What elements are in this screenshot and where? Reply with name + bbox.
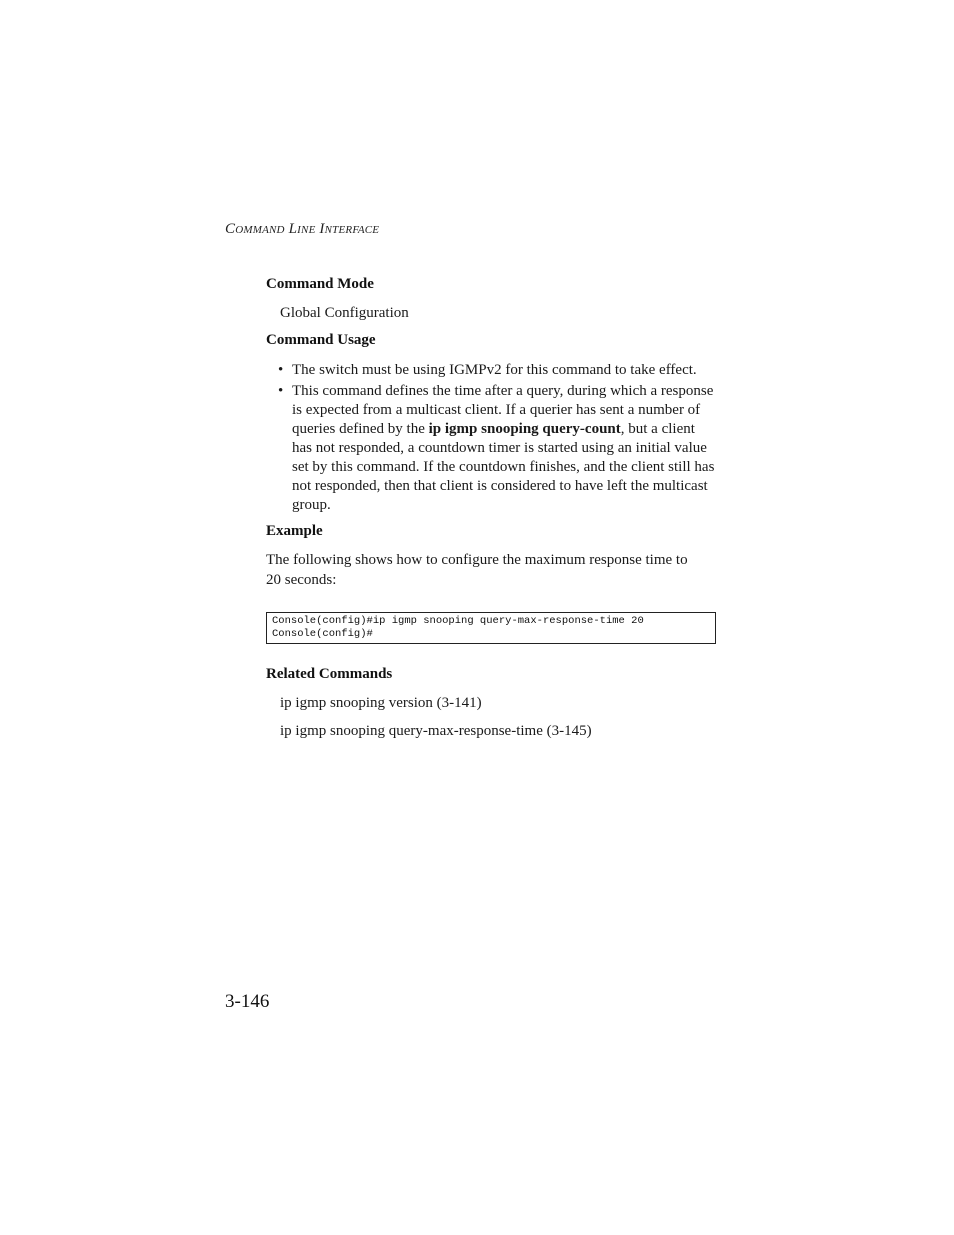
usage-bullet-2	[278, 382, 718, 515]
running-header: Command Line Interface	[225, 221, 380, 237]
bullet-icon: •	[278, 383, 284, 399]
related-command-1: ip igmp snooping version (3-141)	[280, 695, 482, 711]
command-mode-value: Global Configuration	[280, 305, 409, 321]
usage-bullet-2-text-before: This command defines the time after a query, during which a response is expected from a multicast client. If a querier has sent a number of queries defined by the	[292, 383, 714, 437]
example-description-line-2: 20 seconds:	[266, 572, 337, 588]
usage-bullet-2-command-ref: ip igmp snooping query-count	[428, 421, 621, 437]
usage-bullet-1-text: The switch must be using IGMPv2 for this command to take effect.	[292, 362, 697, 378]
page-number: 3-146	[225, 991, 270, 1012]
code-line-2: Console(config)#	[272, 628, 373, 640]
command-mode-heading: Command Mode	[266, 276, 374, 292]
related-commands-heading: Related Commands	[266, 666, 393, 682]
command-usage-list	[278, 361, 718, 517]
usage-bullet-1	[278, 361, 718, 380]
bullet-icon: •	[278, 362, 284, 378]
example-description-line-1: The following shows how to configure the maximum response time to	[266, 552, 688, 568]
code-line-1: Console(config)#ip igmp snooping query-max-response-time 20	[272, 615, 644, 627]
related-command-2: ip igmp snooping query-max-response-time (3-145)	[280, 723, 592, 739]
example-heading: Example	[266, 523, 323, 539]
code-example-box	[266, 612, 716, 644]
usage-bullet-2-text-after: , but a client has not responded, a countdown timer is started using an initial value set by this command. If the countdown finishes, and the client still has not responded, then that client is considered to have left the multicast group.	[292, 421, 715, 513]
command-usage-heading: Command Usage	[266, 332, 376, 348]
